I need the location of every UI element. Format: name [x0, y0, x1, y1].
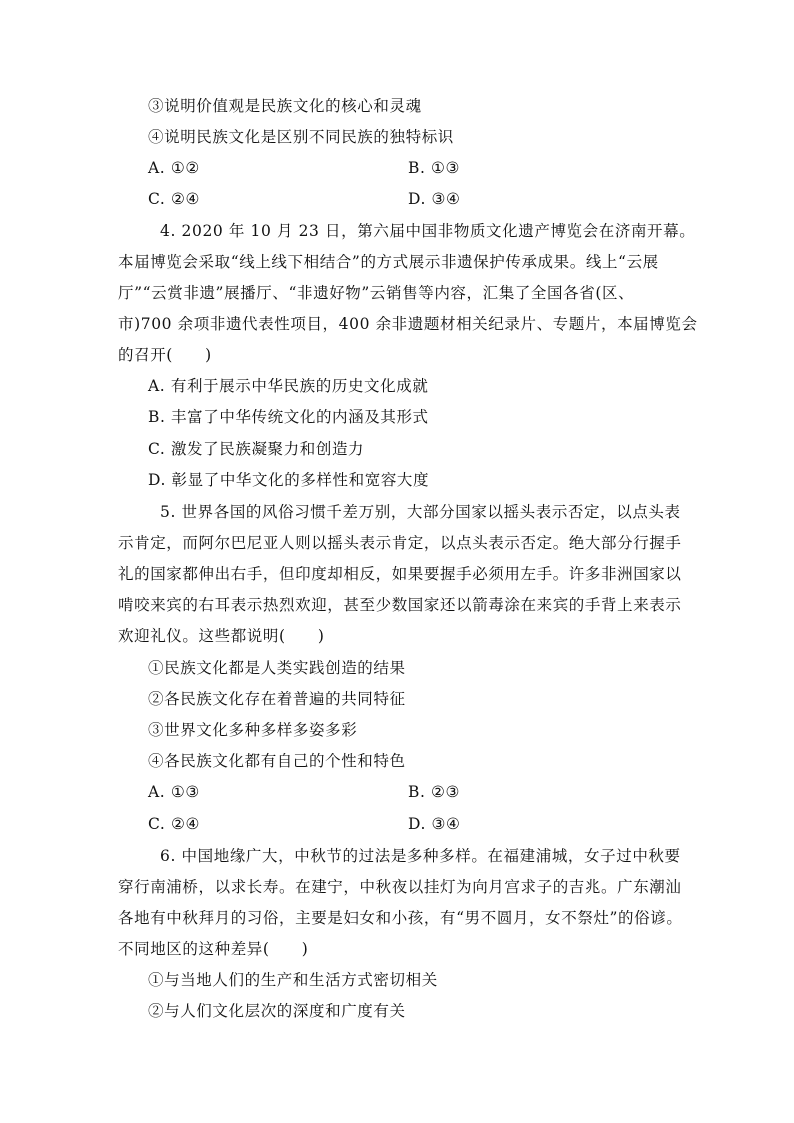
q6-stem-line-1: 6. 中国地缘广大，中秋节的过法是多种多样。在福建浦城，女子过中秋要 [160, 847, 681, 865]
q3-option-4: ④说明民族文化是区别不同民族的独特标识 [148, 128, 454, 146]
q5-option-4: ④各民族文化都有自己的个性和特色 [148, 752, 406, 770]
q3-choice-c: C. ②④ [148, 190, 200, 208]
q5-stem-line-2: 示肯定，而阿尔巴尼亚人则以摇头表示肯定，以点头表示否定。绝大部分行握手 [118, 534, 682, 552]
q4-choice-a: A. 有利于展示中华民族的历史文化成就 [148, 377, 429, 395]
q5-stem-line-3: 礼的国家都伸出右手，但印度却相反，如果要握手必须用左手。许多非洲国家以 [118, 565, 682, 583]
q5-choice-b: B. ②③ [408, 783, 461, 801]
q5-choice-c: C. ②④ [148, 815, 200, 833]
q4-choice-b: B. 丰富了中华传统文化的内涵及其形式 [148, 408, 429, 426]
q4-choice-c: C. 激发了民族凝聚力和创造力 [148, 440, 365, 458]
q3-choice-a: A. ①② [148, 159, 200, 177]
q5-option-1: ①民族文化都是人类实践创造的结果 [148, 659, 406, 677]
q6-stem-line-4: 不同地区的这种差异( ) [118, 940, 309, 958]
q5-option-3: ③世界文化多种多样多姿多彩 [148, 721, 358, 739]
q5-option-2: ②各民族文化存在着普遍的共同特征 [148, 690, 406, 708]
q3-choice-b: B. ①③ [408, 159, 461, 177]
q6-stem-line-2: 穿行南浦桥，以求长寿。在建宁，中秋夜以挂灯为向月宫求子的吉兆。广东潮汕 [118, 878, 682, 896]
q4-stem-line-3: 厅”“云赏非遗”展播厅、“非遗好物”云销售等内容，汇集了全国各省(区、 [118, 284, 635, 302]
q3-choice-d: D. ③④ [408, 190, 461, 208]
q6-option-1: ①与当地人们的生产和生活方式密切相关 [148, 971, 438, 989]
q6-stem-line-3: 各地有中秋拜月的习俗，主要是妇女和小孩，有“男不圆月，女不祭灶”的俗谚。 [118, 909, 683, 927]
q4-stem-line-2: 本届博览会采取“线上线下相结合”的方式展示非遗保护传承成果。线上“云展 [118, 253, 659, 271]
q5-stem-line-4: 啃咬来宾的右耳表示热烈欢迎，甚至少数国家还以箭毒涂在来宾的手背上来表示 [118, 596, 682, 614]
q4-choice-d: D. 彰显了中华文化的多样性和宽容大度 [148, 471, 430, 489]
q3-option-3: ③说明价值观是民族文化的核心和灵魂 [148, 97, 422, 115]
q4-stem-line-4: 市)700 余项非遗代表性项目，400 余非遗题材相关纪录片、专题片，本届博览会 [118, 315, 698, 333]
q5-choice-d: D. ③④ [408, 815, 461, 833]
q4-stem-line-5: 的召开( ) [118, 346, 212, 364]
q4-stem-line-1: 4. 2020 年 10 月 23 日，第六届中国非物质文化遗产博览会在济南开幕。 [160, 222, 696, 240]
q5-stem-line-5: 欢迎礼仪。这些都说明( ) [118, 627, 325, 645]
q6-option-2: ②与人们文化层次的深度和广度有关 [148, 1002, 406, 1020]
q5-choice-a: A. ①③ [148, 783, 200, 801]
q5-stem-line-1: 5. 世界各国的风俗习惯千差万别，大部分国家以摇头表示否定，以点头表 [160, 503, 681, 521]
